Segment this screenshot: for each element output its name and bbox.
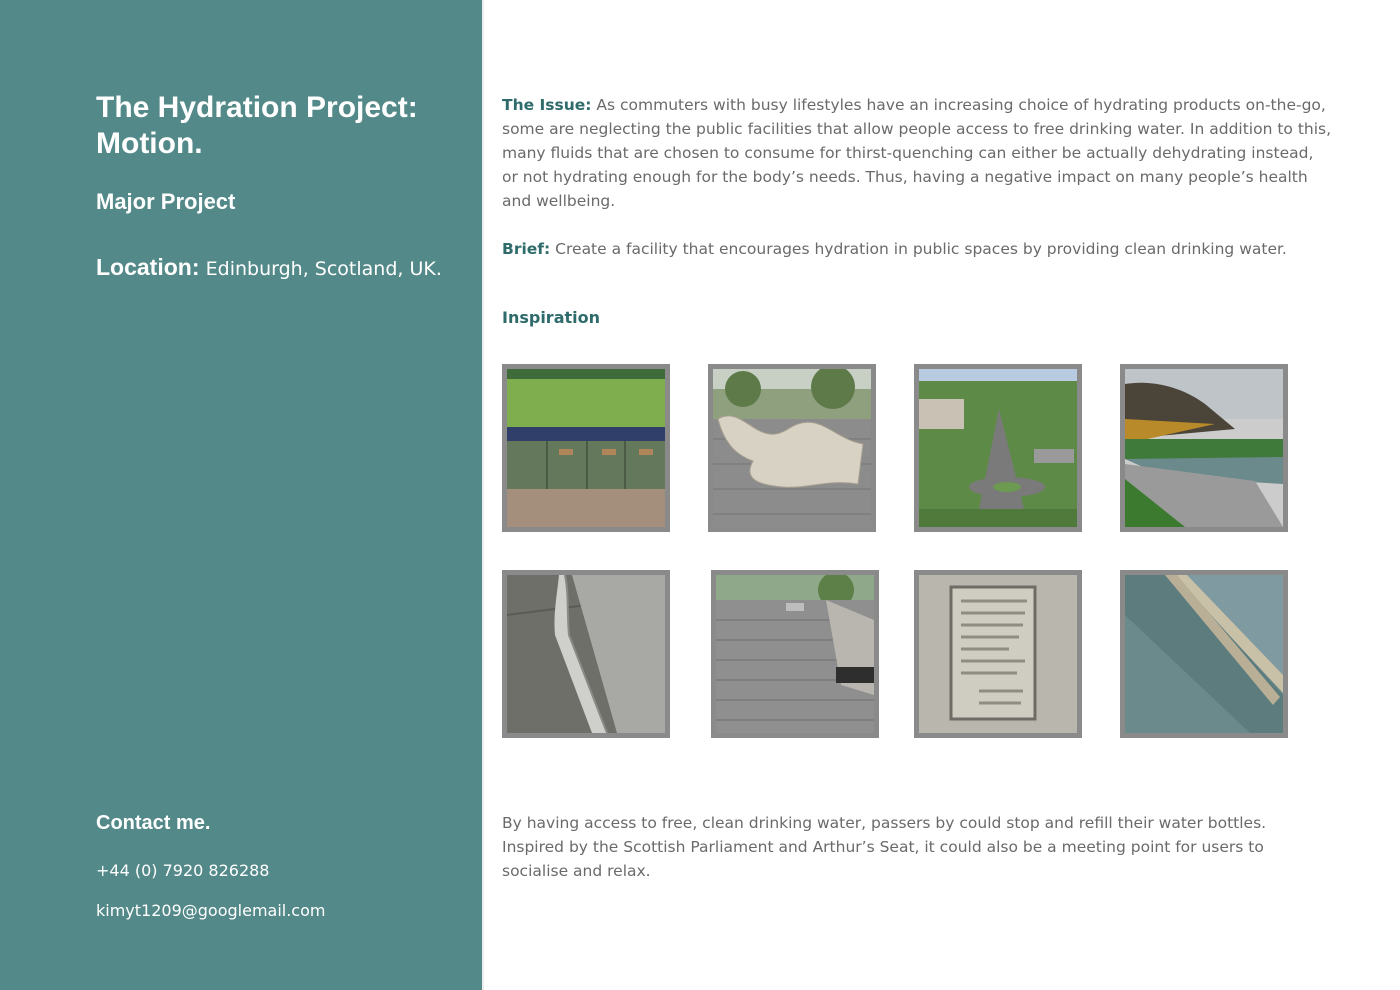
- brief-text: Create a facility that encourages hydration in public spaces by providing clean drinking water.: [555, 240, 1287, 258]
- contact-heading: Contact me.: [96, 812, 211, 834]
- bench-on-grass-photo: [502, 364, 670, 532]
- arthurs-seat-pool-photo: [1120, 364, 1288, 532]
- brief-paragraph: [502, 237, 1332, 261]
- issue-label: The Issue:: [502, 96, 592, 114]
- page-title: The Hydration Project: Motion.: [96, 91, 418, 160]
- location-label: Location:: [96, 254, 200, 280]
- email-address[interactable]: kimyt1209@googlemail.com: [96, 901, 326, 920]
- brief-label: Brief:: [502, 240, 551, 258]
- issue-paragraph: [502, 93, 1332, 213]
- aerial-roundabout-photo: [914, 364, 1082, 532]
- closing-paragraph: By having access to free, clean drinking water, passers by could stop and refill their water bottles. Inspired by the Scottish Parliament and Arthur’s Seat, it could also be a meeting point for users to socialise and relax.: [502, 814, 1267, 880]
- sidebar-edge: [482, 0, 484, 990]
- water-channel-photo: [1120, 570, 1288, 738]
- project-type: Major Project: [96, 189, 236, 214]
- phone-number[interactable]: +44 (0) 7920 826288: [96, 861, 270, 880]
- brick-paving-path-photo: [711, 570, 879, 738]
- inspiration-heading: Inspiration: [502, 308, 601, 327]
- concrete-edge-photo: [502, 570, 670, 738]
- location-value: Edinburgh, Scotland, UK.: [205, 258, 442, 280]
- sidebar: [0, 0, 484, 990]
- wavy-concrete-seat-photo: [708, 364, 876, 532]
- issue-text: As commuters with busy lifestyles have an increasing choice of hydrating products on-the-go, some are neglecting the public facilities that allow people access to free drinking water. In addition to this, many fluids that are chosen to consume for thirst-quenching can either be actually dehydrating instead, or not hydrating enough for the body’s needs. Thus, having a negative impact on many people’s health and wellbeing.: [502, 96, 1332, 210]
- engraved-quote-stone-photo: [914, 570, 1082, 738]
- location: [96, 252, 442, 284]
